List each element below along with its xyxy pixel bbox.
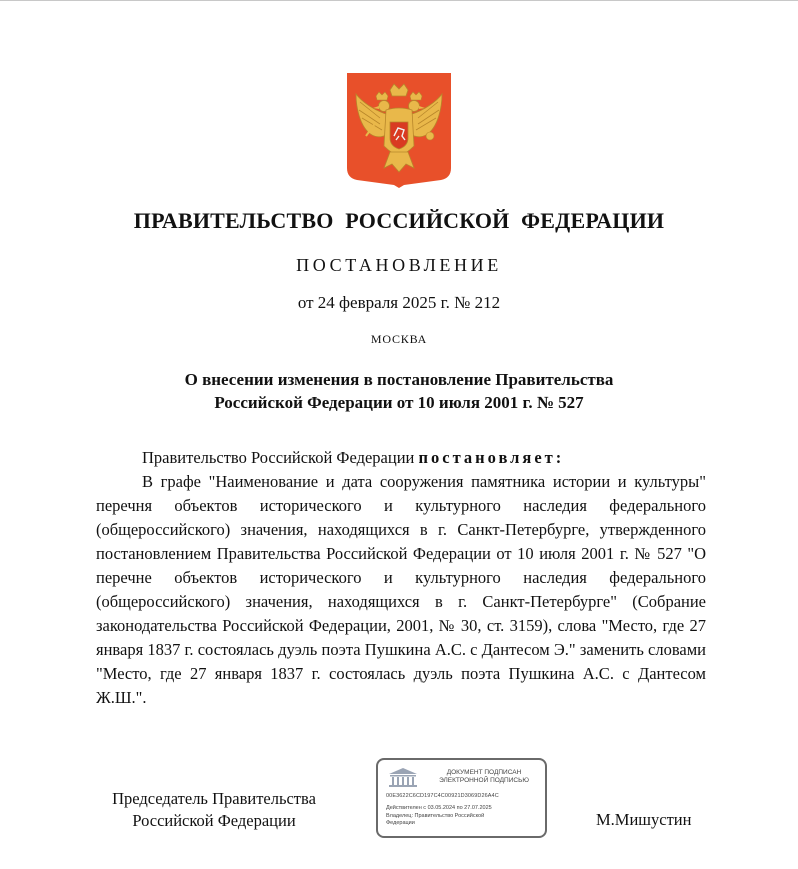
signer-position [96,788,332,832]
stamp-header-line-2: ЭЛЕКТРОННОЙ ПОДПИСЬЮ [439,777,529,784]
signer-name: М.Мишустин [596,810,692,829]
document-city: МОСКВА [370,332,428,346]
stamp-certificate-number: 00E3622C6CD197C4C00921D3069D26A4C [386,793,499,799]
russian-coat-of-arms-icon [346,72,452,188]
stamp-owner-line-1: Владелец: Правительство Российской [386,813,485,819]
document-subject [0,368,798,414]
government-title: ПРАВИТЕЛЬСТВО РОССИЙСКОЙ ФЕДЕРАЦИИ [133,208,665,233]
subject-line-2: Российской Федерации от 10 июля 2001 г. № 527 [214,393,584,412]
government-building-icon [386,766,420,788]
page-top-border [0,0,798,1]
stamp-validity: Действителен с 03.05.2024 по 27.07.2025 [386,805,492,811]
signer-position-line-1: Председатель Правительства [112,789,316,808]
stamp-owner-line-2: Федерации [386,820,415,826]
signer-position-line-2: Российской Федерации [132,811,296,830]
resolution-paragraph: В графе "Наименование и дата сооружения памятника истории и культуры" перечня объектов исторического и культурного наследия федерального (общероссийского) значения, находящихся в г. Санкт-Петербурге, утвержденного постановлением Правительства Российской Федерации от 10 июля 2001 г. № 527 "О перечне объектов исторического и культурного наследия федерального (общероссийского) значения, находящихся в г. Санкт-Петербурге" (Собрание законодательства Российской Федерации, 2001, № 30, ст. 3159), слова "Место, где 27 января 1837 г. состоялась дуэль поэта Пушкина А.С. с Дантесом Э." заменить словами "Место, где 27 января 1837 г. состоялась дуэль поэта Пушкина А.С. с Дантесом Ж.Ш.". [96,472,706,707]
document-date-number: от 24 февраля 2025 г. № 212 [297,293,501,312]
electronic-signature-stamp [376,758,547,838]
document-body [96,446,706,710]
subject-line-1: О внесении изменения в постановление Правительства [184,370,614,389]
resolution-intro [96,446,706,470]
stamp-header [426,769,542,785]
intro-verb: постановляет: [418,448,565,467]
document-type: ПОСТАНОВЛЕНИЕ [296,255,502,275]
stamp-owner [386,813,536,827]
stamp-header-line-1: ДОКУМЕНТ ПОДПИСАН [446,769,522,776]
intro-prefix: Правительство Российской Федерации [142,448,419,467]
